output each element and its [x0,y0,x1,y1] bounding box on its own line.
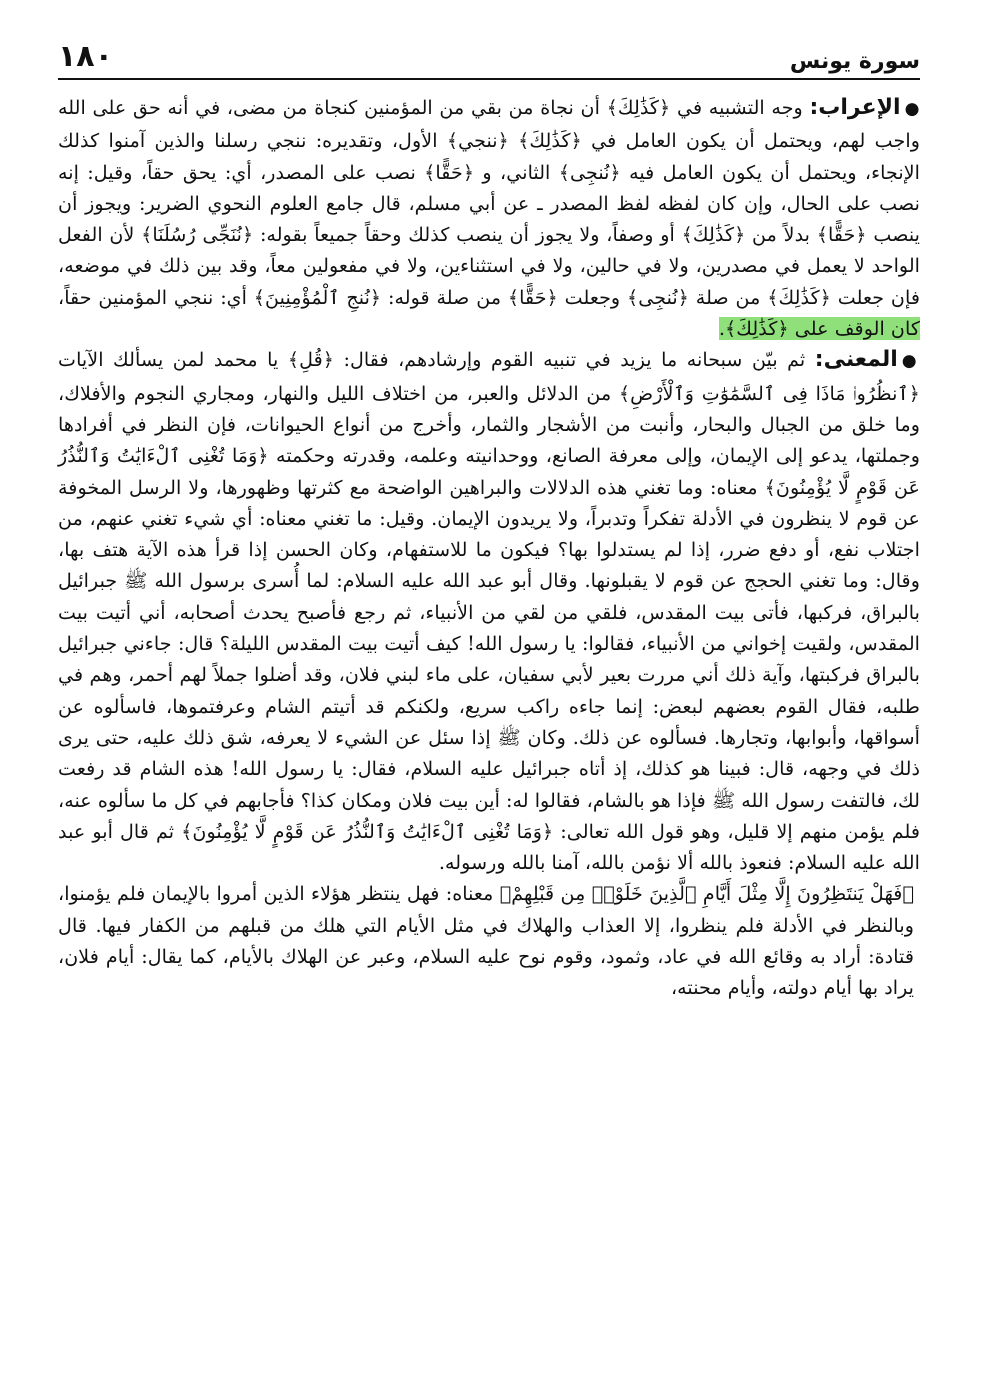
irab-label: الإعراب: [809,95,901,120]
highlighted-text: كان الوقف على ﴿كَذَٰلِكَ﴾. [718,317,920,341]
page-header [58,28,920,80]
mana-paragraph [58,344,920,878]
irab-paragraph [58,92,920,344]
irab-text: وجه التشبيه في ﴿كَذَٰلِكَ﴾ أن نجاة من بقي من المؤمنين كنجاة من مضى، في أنه حق على الله واجب لهم، ويحتمل أن يكون العامل في ﴿كَذَٰلِكَ﴾ ﴿ننجي﴾ الأول، وتقديره: ننجي رسلنا والذين آمنوا كذلك الإنجاء، ويحتمل أن يكون العامل فيه ﴿نُنجِى﴾ الثاني، و ﴿حَقًّا﴾ نصب على المصدر، أي: يحق حقاً، وقيل: إنه نصب على الحال، وإن كان لفظه لفظ المصدر ـ عن أبي مسلم، قال جامع العلوم النحوي الضرير: ويجوز أن ينصب ﴿حَقًّا﴾ بدلاً من ﴿كَذَٰلِكَ﴾ أو وصفاً، ولا يجوز أن ينصب كذلك وحقاً جميعاً بقوله: ﴿نُنَجِّى رُسُلَنَا﴾ لأن الفعل الواحد لا يعمل في مصدرين، ولا في حالين، ولا في استثناءين، ولا في مفعولين معاً، وقد بين ذلك في موضعه، فإن جعلت ﴿كَذَٰلِكَ﴾ من صلة ﴿نُنجِى﴾ وجعلت ﴿حَقًّا﴾ من صلة قوله: ﴿نُنجِ ٱلْمُؤْمِنِينَ﴾ أي: ننجي المؤمنين حقاً، [58,96,920,309]
page-number: ١٨٠ [58,39,113,74]
final-paragraph: ﴿فَهَلْ يَنتَظِرُونَ إِلَّا مِثْلَ أَيَّامِ ٱلَّذِينَ خَلَوْا۟ مِن قَبْلِهِمْ﴾ معناه: فهل ينتظر هؤلاء الذين أمروا بالإيمان فلم يؤمنوا، وبالنظر في الأدلة فلم ينظروا، إلا العذاب والهلاك في مثل الأيام التي هلك من قبلهم من الكفار فيها. قال قتادة: أراد به وقائع الله في عاد، وثمود، وقوم نوح عليه السلام، وعبر عن الهلاك بالأيام، كما يقال: أيام فلان، يراد بها أيام دولته، وأيام محنته، [58,882,914,1000]
mana-text: ثم بيّن سبحانه ما يزيد في تنبيه القوم وإرشادهم، فقال: ﴿قُلِ﴾ يا محمد لمن يسألك الآيات ﴿ٱنظُرُوا۟ مَاذَا فِى ٱلسَّمَٰوَٰتِ وَٱلْأَرْضِ﴾ من الدلائل والعبر، من اختلاف الليل والنهار، ومجاري النجوم والأفلاك، وما خلق من الجبال والبحار، وأنبت من الأشجار والثمار، وأخرج من أنواع الحيوانات، فإن النظر في أفرادها وجملتها، يدعو إلى الإيمان، وإلى معرفة الصانع، ووحدانيته وعلمه، وقدرته وحكمته ﴿وَمَا تُغْنِى ٱلْءَايَٰتُ وَٱلنُّذُرُ عَن قَوْمٍ لَّا يُؤْمِنُونَ﴾ معناه: وما تغني هذه الدلالات والبراهين الواضحة مع كثرتها وظهورها، ولا الرسل المخوفة عن قوم لا ينظرون في الأدلة تفكراً وتدبراً، ولا يريدون الإيمان. وقيل: ما تغني معناه: أي شيء تغني عنهم، من اجتلاب نفع، أو دفع ضرر، إذا لم يستدلوا بها؟ فيكون ما للاستفهام، وكان الحسن إذا قرأ هذه الآية هتف بها، وقال: وما تغني الحجج عن قوم لا يقبلونها. وقال أبو عبد الله عليه السلام: لما أُسرى برسول الله ﷺ جبرائيل بالبراق، فركبها، فأتى بيت المقدس، فلقي من لقي من الأنبياء، ثم رجع فأصبح يحدث أصحابه، أني أتيت بيت المقدس، ولقيت إخواني من الأنبياء، فقالوا: يا رسول الله! كيف أتيت بيت المقدس الليلة؟ قال: جاءني جبرائيل بالبراق فركبتها، وآية ذلك أني مررت بعير لأبي سفيان، على ماء لبني فلان، وقد أضلوا جملاً لهم أحمر، وهم في طلبه، فقال القوم بعضهم لبعض: إنما جاءه راكب سريع، ولكنكم قد أتيتم الشام وعرفتموها، فاسألوه عن أسواقها، وأبوابها، وتجارها. فسألوه عن ذلك. وكان ﷺ إذا سئل عن الشيء لا يعرفه، شق ذلك عليه، حتى يرى ذلك في وجهه، قال: فبينا هو كذلك، إذ أتاه جبرائيل عليه السلام، فقال: يا رسول الله! هذه الشام قد رفعت لك، فالتفت رسول الله ﷺ فإذا هو بالشام، فقالوا له: أين بيت فلان ومكان كذا؟ فأجابهم في كل ما سألوه عنه، فلم يؤمن منهم إلا قليل، وهو قول الله تعالى: ﴿وَمَا تُغْنِى ٱلْءَايَٰتُ وَٱلنُّذُرُ عَن قَوْمٍ لَّا يُؤْمِنُونَ﴾ ثم قال أبو عبد الله عليه السلام: فنعوذ بالله ألا نؤمن بالله، آمنا بالله ورسوله. [58,348,920,875]
page [58,28,920,1368]
bullet-icon: ● [904,99,920,119]
bullet-icon: ● [901,351,920,372]
mana-label: المعنى: [814,347,898,373]
page-body [58,92,920,1004]
surah-title: سورة يونس [789,49,920,74]
